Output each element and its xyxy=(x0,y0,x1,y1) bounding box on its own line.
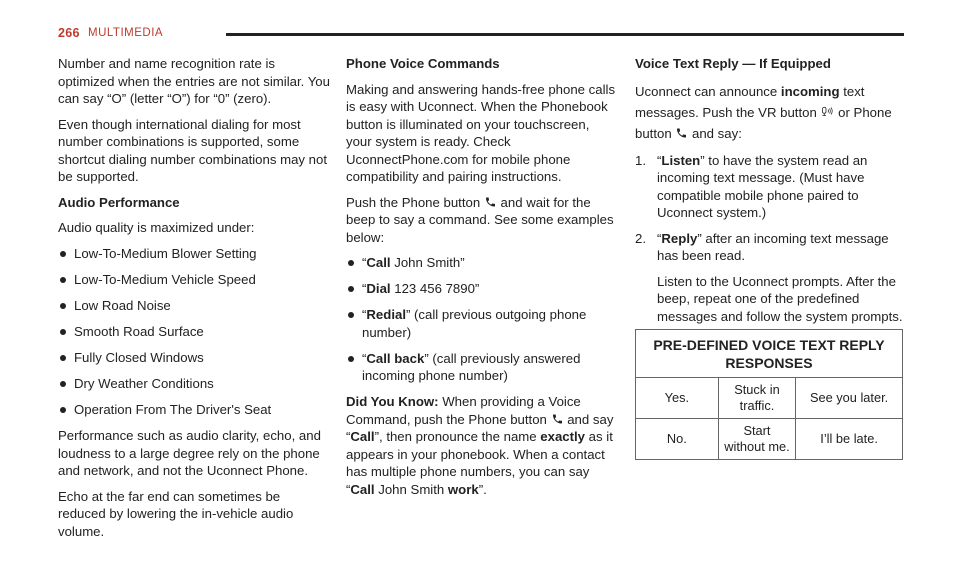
did-you-know-paragraph xyxy=(346,393,618,498)
audio-bullet-list xyxy=(58,245,330,419)
text: ” after an incoming text message has been read. xyxy=(657,230,889,263)
table-cell: See you later. xyxy=(796,378,903,419)
section-title: MULTIMEDIA xyxy=(88,27,164,39)
page-number: 266 xyxy=(58,26,80,40)
keyword: Call xyxy=(350,481,375,497)
text: and say: xyxy=(692,125,742,141)
keyword: incoming xyxy=(780,83,840,99)
table-cell: Yes. xyxy=(636,378,719,419)
keyword: Reply xyxy=(661,230,698,246)
column-3 xyxy=(635,55,905,333)
paragraph xyxy=(635,81,905,144)
list-item: 1. “Listen” to have the system read an incoming text message. (Must have compatible mobile phone paired to Uconnect system.) xyxy=(635,152,868,220)
column-1 xyxy=(58,55,330,548)
text: ” to have the system read an incoming text message. (Must have compatible mobile phone paired to Uconnect system.) xyxy=(657,152,868,220)
did-you-know-label: Did You Know: xyxy=(346,394,439,410)
voice-text-reply-heading: Voice Text Reply — If Equipped xyxy=(635,56,831,71)
table-row xyxy=(636,378,903,419)
item-number: 2. xyxy=(635,230,646,246)
keyword: work xyxy=(447,481,479,497)
list-item: “Dial 123 456 7890” xyxy=(346,280,618,298)
keyword: Call xyxy=(350,429,375,445)
page-header xyxy=(58,25,904,43)
predefined-responses-table xyxy=(635,329,903,460)
table-cell: I’ll be late. xyxy=(796,419,903,460)
keyword: Call xyxy=(366,255,391,270)
keyword: Call back xyxy=(366,350,425,366)
table-title: PRE-DEFINED VOICE TEXT REPLY RESPONSES xyxy=(636,330,903,378)
voice-recognition-icon xyxy=(820,106,834,118)
list-item: Low Road Noise xyxy=(58,297,330,315)
paragraph: Even though international dialing for most number combinations is supported, some shortcut dialing number combinations may not be supported. xyxy=(58,116,328,184)
text: or Phone button xyxy=(635,104,892,141)
text: John Smith” xyxy=(390,255,465,270)
header-rule xyxy=(226,33,904,36)
text: ”. xyxy=(478,481,487,497)
text: text messages. Push the VR button xyxy=(635,83,865,120)
text: as it appears in your phonebook. When a contact has multiple phone numbers, you can say “ xyxy=(346,429,613,497)
paragraph: Making and answering hands-free phone calls is easy with Uconnect. When the Phonebook button is illuminated on your touchscreen, your system is ready. Check UconnectPhone.com for mobile phone compatibility and pairing instructions. xyxy=(346,81,616,184)
reply-steps-list xyxy=(635,152,905,326)
text: Push the Phone button xyxy=(346,194,481,210)
text: ” (call previous outgoing phone number) xyxy=(362,307,587,340)
item-extra: Listen to the Uconnect prompts. After the beep, repeat one of the predefined messages and follow the system prompts. xyxy=(657,273,903,324)
text: When providing a Voice Command, push the Phone button xyxy=(346,394,581,427)
list-item: “Call back” (call previously answered incoming phone number) xyxy=(346,350,618,385)
keyword: Dial xyxy=(366,281,391,297)
phone-icon xyxy=(675,127,688,139)
list-item: 2. “Reply” after an incoming text message has been read. Listen to the Uconnect prompts. After the beep, repeat one of the predefined messages and follow the system prompts. xyxy=(635,230,905,326)
paragraph: Performance such as audio clarity, echo, and loudness to a large degree rely on the phone and network, and not the Uconnect Phone. xyxy=(58,428,321,479)
paragraph: Number and name recognition rate is optimized when the entries are not similar. You can say “O” (letter “O”) for “0” (zero). xyxy=(58,56,330,106)
phone-icon xyxy=(484,196,497,208)
paragraph: Audio quality is maximized under: xyxy=(58,220,255,235)
phone-commands-heading: Phone Voice Commands xyxy=(346,56,500,71)
table-cell: No. xyxy=(636,419,719,460)
keyword: Redial xyxy=(366,307,406,323)
list-item: Low-To-Medium Vehicle Speed xyxy=(58,271,330,289)
phone-icon xyxy=(551,413,564,425)
paragraph xyxy=(346,194,618,247)
table-cell: Start without me. xyxy=(718,419,795,460)
text: and wait for the beep to say a command. See some examples below: xyxy=(346,194,614,245)
text: Uconnect can announce xyxy=(635,83,781,99)
column-2 xyxy=(346,55,618,506)
text: ” (call previously answered incoming phone number) xyxy=(362,350,581,384)
list-item: Smooth Road Surface xyxy=(58,323,330,341)
list-item: Operation From The Driver's Seat xyxy=(58,401,330,419)
keyword: Listen xyxy=(661,152,701,168)
item-number: 1. xyxy=(635,152,646,168)
list-item: Low-To-Medium Blower Setting xyxy=(58,245,330,263)
command-list xyxy=(346,254,618,385)
list-item: “Call John Smith” xyxy=(346,254,618,272)
audio-heading: Audio Performance xyxy=(58,194,180,210)
table-row xyxy=(636,419,903,460)
list-item: Fully Closed Windows xyxy=(58,349,330,367)
keyword: exactly xyxy=(540,429,586,445)
table-cell: Stuck in traffic. xyxy=(718,378,795,419)
list-item: “Redial” (call previous outgoing phone number) xyxy=(346,306,618,341)
text: John Smith xyxy=(374,481,448,497)
text: 123 456 7890” xyxy=(390,281,480,297)
list-item: Dry Weather Conditions xyxy=(58,375,330,393)
text: ”, then pronounce the name xyxy=(374,429,541,445)
text: and say “ xyxy=(346,411,614,445)
paragraph: Echo at the far end can sometimes be reduced by lowering the in-vehicle audio volume. xyxy=(58,488,294,539)
